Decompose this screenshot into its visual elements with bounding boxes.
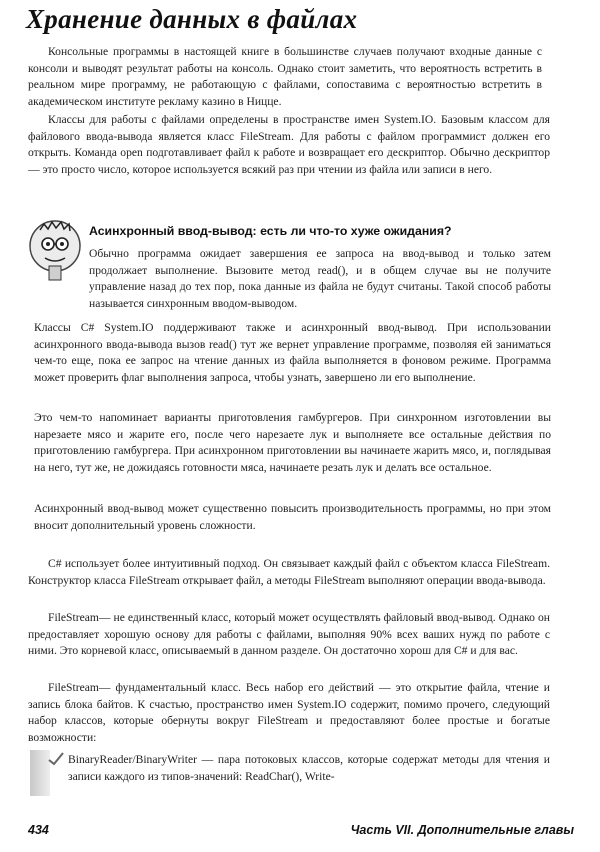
- bullet-item: BinaryReader/BinaryWriter — пара потоковых классов, которые содержат методы для чтения и записи каждого из типов-значений: ReadChar(), Write-: [68, 753, 550, 783]
- page-number: 434: [28, 823, 49, 837]
- sidebar-paragraph-2: Классы C# System.IO поддерживают также и асинхронный ввод-вывод. При использовании асинхронного ввода-вывода вызов read() тут же вернет управление программе, позволяя ей заниматься чем-то еще, пока ее запрос на чтение данных из файла выполняется в фоновом режиме. Программа может проверить флаг выполнения запроса, чтобы узнать, завершено ли его выполнение.: [34, 321, 551, 384]
- part-title: Часть VII. Дополнительные главы: [350, 823, 574, 837]
- intro-paragraph-2-text: Классы для работы с файлами определены в пространстве имен System.IO. Базовым классом для файлового ввода-вывода является класс FileStream. Для работы с файлом программист должен его открыть. Команда open подготавливает файл к работе и возвращает его дескриптор. Обычно дескриптор — это просто число, которое используется всякий раз при чтении из файла или записи в него.: [28, 113, 550, 176]
- sidebar-heading: Асинхронный ввод-вывод: есть ли что-то хуже ожидания?: [89, 224, 452, 238]
- sidebar-paragraph-1: Обычно программа ожидает завершения ее запроса на ввод-вывод и только затем продолжает выполнение. Вызовите метод read(), и в общем случае вы не получите управление назад до тех пор, пока данные из файла не будут считаны. Такой способ работы называется синхронным вводом-выводом.: [89, 247, 551, 310]
- technical-details-icon: [28, 216, 82, 282]
- intro-paragraph-2: [28, 112, 550, 178]
- sidebar-paragraph-3: Это чем-то напоминает варианты приготовления гамбургеров. При синхронном изготовлении вы нарезаете мясо и жарите его, после чего нарезаете лук и выполняете все остальные действия по приготовлению гамбургера. При асинхронном приготовлении вы начинаете жарить мясо, и, поглядывая на него, тут же, не дожидаясь готовности мяса, начинаете резать лук и делать все остальное.: [34, 411, 551, 474]
- check-mark-icon: [48, 752, 64, 766]
- body-paragraph-3: FileStream— фундаментальный класс. Весь набор его действий — это открытие файла, чтение и запись блока байтов. К счастью, пространство имен System.IO содержит, помимо прочего, следующий набор классов, которые обернуты вокруг FileStream и предоставляют более простые и богатые возможности:: [28, 681, 550, 744]
- intro-paragraph-1: Консольные программы в настоящей книге в большинстве случаев получают входные данные с консоли и выводят результат работы на консоль. Однако стоит заметить, что вероятность встретить в реальном мире программу, не работающую с файлами, сопоставима с вероятностью встретить в академическом институте рекламу казино в Ницце.: [28, 45, 542, 108]
- body-paragraph-1: C# использует более интуитивный подход. Он связывает каждый файл с объектом класса FileStream. Конструктор класса FileStream открывает файл, а методы FileStream выполняют операции ввода-вывода.: [28, 557, 550, 587]
- body-paragraph-2: FileStream— не единственный класс, который может осуществлять файловый ввод-вывод. Однако он предоставляет хорошую основу для работы с файлами, выполняя 90% всех ваших нужд по работе с ними. Это корневой класс, описываемый в данном разделе. Он достаточно хорош для C# и для вас.: [28, 611, 550, 657]
- sidebar-paragraph-4: Асинхронный ввод-вывод может существенно повысить производительность программы, но при этом вносит дополнительный уровень сложности.: [34, 502, 551, 532]
- section-title: Хранение данных в файлах: [26, 4, 358, 34]
- bullet-margin-bar: [30, 750, 50, 796]
